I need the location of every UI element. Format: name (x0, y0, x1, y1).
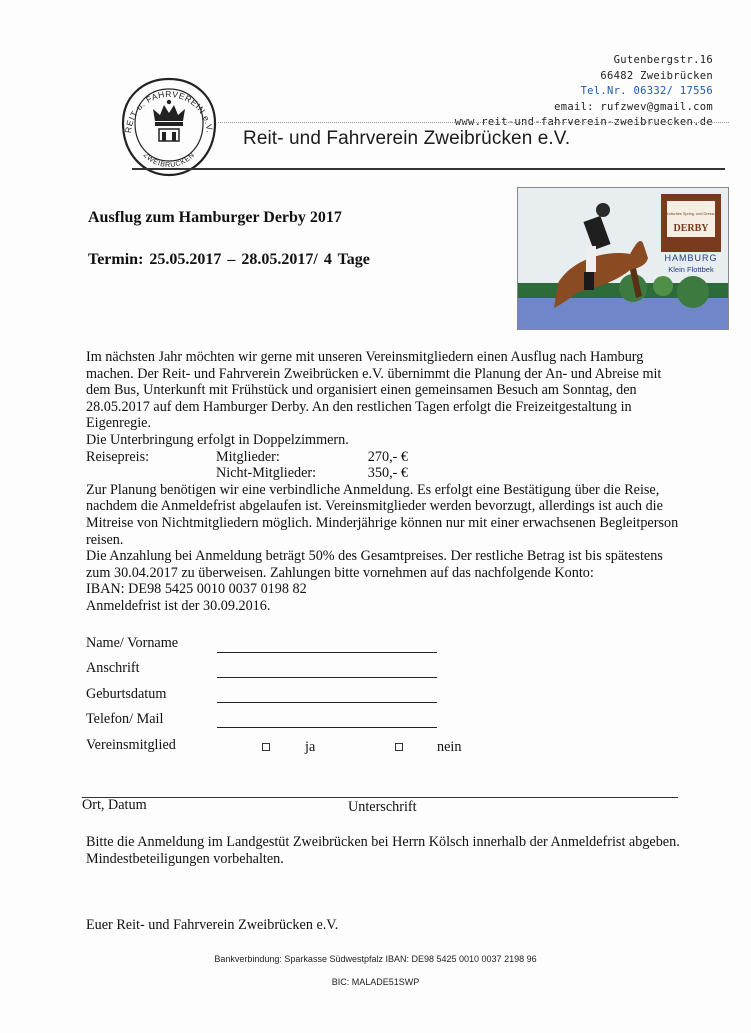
accommodation-line: Die Unterbringung erfolgt in Doppelzimmern. (86, 431, 349, 448)
contact-block (455, 53, 713, 131)
phone-mail-field[interactable] (217, 727, 437, 728)
signature-label: Unterschrift (348, 799, 417, 815)
bank-details: Bankverbindung: Sparkasse Südwestpfalz IBAN: DE98 5425 0010 0037 2198 96 (214, 954, 537, 964)
header-dotted-line (218, 122, 729, 123)
email-address: email: rufzwev@gmail.com (554, 100, 713, 113)
deadline-line: Anmeldefrist ist der 30.09.2016. (86, 597, 271, 614)
svg-text:REIT u. FAHRVEREIN e.V. (123, 89, 215, 134)
intro-paragraph: Im nächsten Jahr möchten wir gerne mit unseren Vereinsmitgliedern einen Ausflug nach Hamburg machen. Der Reit- und Fahrverein Zweibrücken e.V. übernimmt die Planung der An- und Abreise mit dem Bus, Unterkunft mit Frühstück und organisiert einen gemeinsamen Besuch am Sonntag, den 28.05.2017 auf dem Hamburger Derby. An den restlichen Tagen erfolgt die Freizeitgestaltung in Eigenregie. (86, 349, 662, 432)
nonmembers-price: 350,- € (367, 465, 408, 482)
name-label: Name/ Vorname (86, 635, 179, 651)
crown-icon (153, 100, 185, 141)
badge-derby: DERBY (673, 223, 709, 234)
closing-line: Euer Reit- und Fahrverein Zweibrücken e.V. (86, 917, 339, 933)
address-field[interactable] (217, 677, 437, 678)
birthdate-field[interactable] (217, 702, 437, 703)
birthdate-label: Geburtsdatum (86, 686, 167, 702)
badge-subtitle: Deutsches Spring- und Dressur- (663, 212, 719, 216)
submission-notes (86, 834, 686, 868)
checkbox-nein[interactable] (395, 743, 403, 751)
checkbox-ja[interactable] (262, 743, 270, 751)
registration-paragraph: Zur Planung benötigen wir eine verbindliche Anmeldung. Es erfolgt eine Bestätigung über die Reise, nachdem die Anmeldefrist abgelaufen ist. Vereinsmitglieder werden bevorzugt, allerdings ist auch die Mitreise von Nichtmitgliedern möglich. Minderjährige können nur mit einer erwachsenen Begleitperson reisen. (86, 481, 679, 548)
svg-text:ZWEIBRÜCKEN (142, 152, 197, 169)
reisepreis-label: Reisepreis: (86, 448, 150, 465)
derby-photo-illustration (518, 188, 728, 329)
nonmembers-label: Nicht-Mitglieder: (216, 465, 317, 482)
members-price: 270,- € (367, 448, 408, 465)
signature-line (82, 797, 678, 798)
seal-text-bottom: ZWEIBRÜCKEN (141, 151, 197, 170)
phone-number: Tel.Nr. 06332/ 17556 (580, 85, 713, 97)
body-text (86, 349, 686, 615)
membership-label: Vereinsmitglied (86, 737, 176, 753)
derby-photo (517, 187, 729, 330)
name-field[interactable] (217, 652, 437, 653)
event-title: Ausflug zum Hamburger Derby 2017 (88, 209, 342, 226)
bic-line: BIC: MALADE51SWP (331, 977, 420, 987)
place-date-label: Ort, Datum (82, 797, 147, 813)
seal-text-top: REIT u. FAHRVEREIN e.V. (122, 88, 215, 134)
club-seal-logo (117, 75, 221, 179)
members-label: Mitglieder: (216, 448, 280, 465)
minimum-participants: Mindestbeteiligungen vorbehalten. (86, 851, 284, 867)
badge-hamburg: HAMBURG (664, 253, 718, 263)
option-ja-label: ja (305, 739, 316, 755)
phone-mail-label: Telefon/ Mail (86, 711, 164, 727)
header-divider (132, 168, 725, 170)
address-city: 66482 Zweibrücken (600, 69, 713, 82)
price-row-members (86, 449, 686, 466)
club-name: Reit- und Fahrverein Zweibrücken e.V. (243, 128, 571, 149)
badge-district: Klein Flottbek (668, 265, 714, 274)
price-row-nonmembers (86, 465, 686, 482)
address-label: Anschrift (86, 660, 140, 676)
payment-paragraph: Die Anzahlung bei Anmeldung beträgt 50% des Gesamtpreises. Der restliche Betrag ist bis spätestens zum 30.04.2017 zu überweisen. Zahlungen bitte vornehmen auf das nachfolgende Konto: (86, 548, 663, 581)
address-street: Gutenbergstr.16 (613, 54, 713, 66)
event-date: Termin: 25.05.2017 – 28.05.2017/ 4 Tage (88, 251, 370, 268)
website-url: www.reit-und-fahrverein-zweibruecken.de (454, 116, 713, 128)
submission-instruction: Bitte die Anmeldung im Landgestüt Zweibrücken bei Herrn Kölsch innerhalb der Anmeldefrist abgeben. (86, 834, 680, 850)
option-nein-label: nein (437, 739, 462, 755)
iban-line: IBAN: DE98 5425 0010 0037 0198 82 (86, 581, 307, 598)
